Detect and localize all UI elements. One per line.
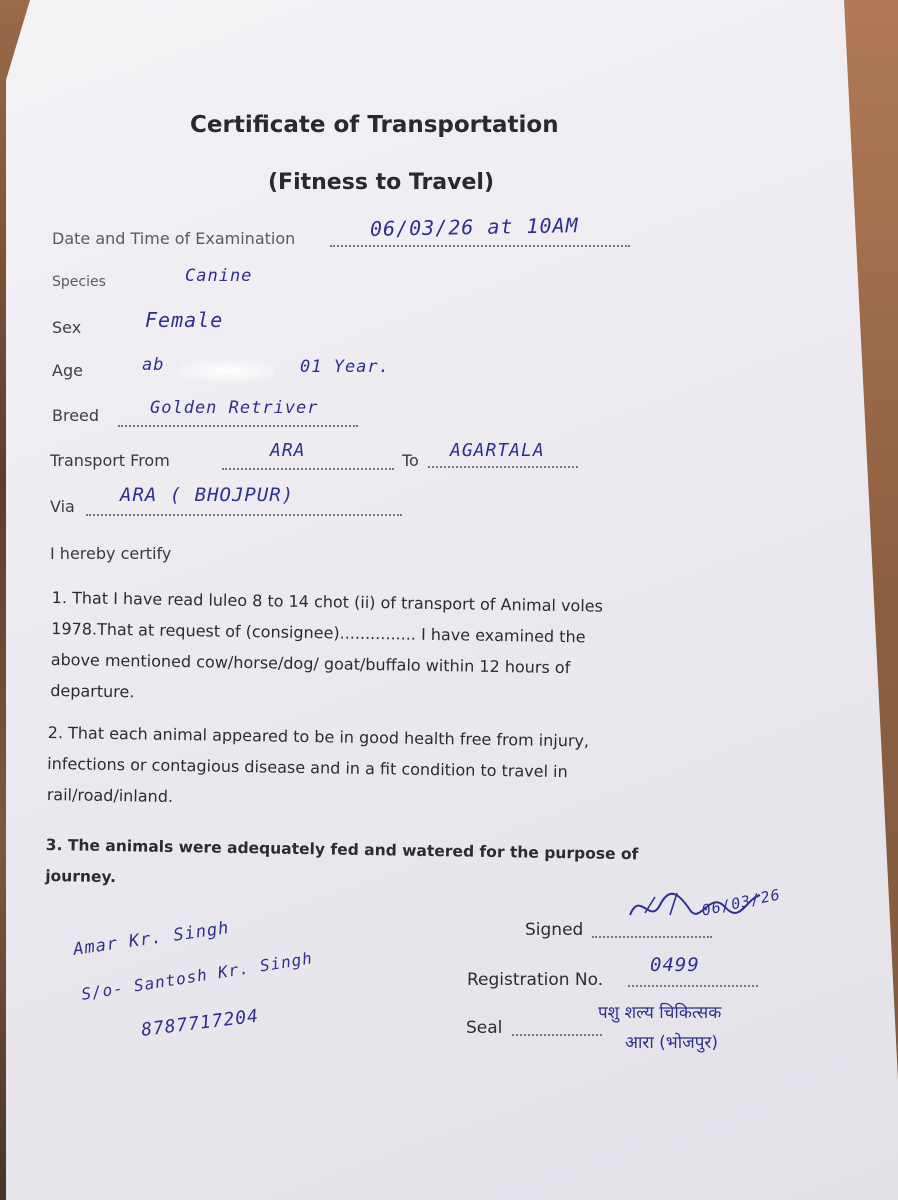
species-value: Canine — [185, 266, 253, 286]
via-label: Via — [50, 497, 75, 516]
signed-date: 06/03/26 — [700, 885, 783, 920]
registration-value: 0499 — [650, 954, 700, 976]
transport-to-label: To — [402, 451, 419, 470]
clause-1-line-2: 1978.That at request of (consignee)............... I have examined the — [51, 618, 586, 647]
registration-label: Registration No. — [467, 970, 604, 990]
species-label: Species — [52, 274, 106, 290]
sex-value: Female — [145, 308, 224, 332]
date-dotted-line — [330, 245, 630, 247]
transport-from-value: ARA — [270, 440, 306, 461]
clause-2 — [47, 717, 590, 818]
via-value: ARA ( BHOJPUR) — [120, 484, 295, 506]
clause-1-line-4: departure. — [50, 680, 135, 702]
age-prefix: ab — [142, 355, 165, 375]
seal-dotted-line — [512, 1034, 602, 1036]
clause-2-line-1: 2. That each animal appeared to be in good health free from injury, — [47, 722, 590, 751]
transport-from-dotted-line — [222, 468, 394, 470]
registration-dotted-line — [628, 985, 758, 987]
signed-dotted-line — [592, 936, 712, 938]
certify-intro: I hereby certify — [50, 544, 172, 563]
certificate-title: Certificate of Transportation — [190, 112, 559, 138]
clause-3-line-2: journey. — [45, 866, 117, 887]
age-value: 01 Year. — [300, 357, 390, 377]
owner-father-name: S/o- Santosh Kr. Singh — [80, 948, 315, 1004]
owner-phone: 8787717204 — [140, 1005, 261, 1041]
clause-1-line-1: 1. That I have read luleo 8 to 14 chot (ii) of transport of Animal voles — [51, 587, 604, 616]
certificate-subtitle: (Fitness to Travel) — [268, 170, 495, 195]
clause-2-line-2: infections or contagious disease and in a fit condition to travel in — [47, 753, 568, 782]
clause-1-line-3: above mentioned cow/horse/dog/ goat/buffalo within 12 hours of — [50, 649, 571, 678]
seal-line-2: आरा (भोजपुर) — [625, 1033, 718, 1053]
via-dotted-line — [86, 514, 402, 516]
sex-label: Sex — [52, 318, 82, 337]
breed-label: Breed — [52, 406, 100, 425]
transport-to-dotted-line — [428, 466, 578, 468]
age-label: Age — [52, 361, 83, 380]
clause-3 — [45, 830, 639, 901]
redacted-area — [180, 360, 275, 382]
owner-name: Amar Kr. Singh — [72, 918, 231, 960]
transport-to-value: AGARTALA — [450, 440, 545, 461]
breed-dotted-line — [118, 425, 358, 427]
date-label: Date and Time of Examination — [52, 229, 296, 248]
signed-label: Signed — [525, 920, 584, 940]
date-value: 06/03/26 at 10AM — [369, 213, 579, 241]
breed-value: Golden Retriver — [150, 398, 319, 418]
transport-from-label: Transport From — [50, 451, 170, 470]
clause-2-line-3: rail/road/inland. — [46, 784, 174, 806]
seal-label: Seal — [466, 1018, 503, 1038]
seal-line-1: पशु शल्य चिकित्सक — [598, 1003, 722, 1023]
clause-3-line-1: 3. The animals were adequately fed and watered for the purpose of — [45, 835, 639, 864]
clause-1 — [50, 582, 603, 715]
